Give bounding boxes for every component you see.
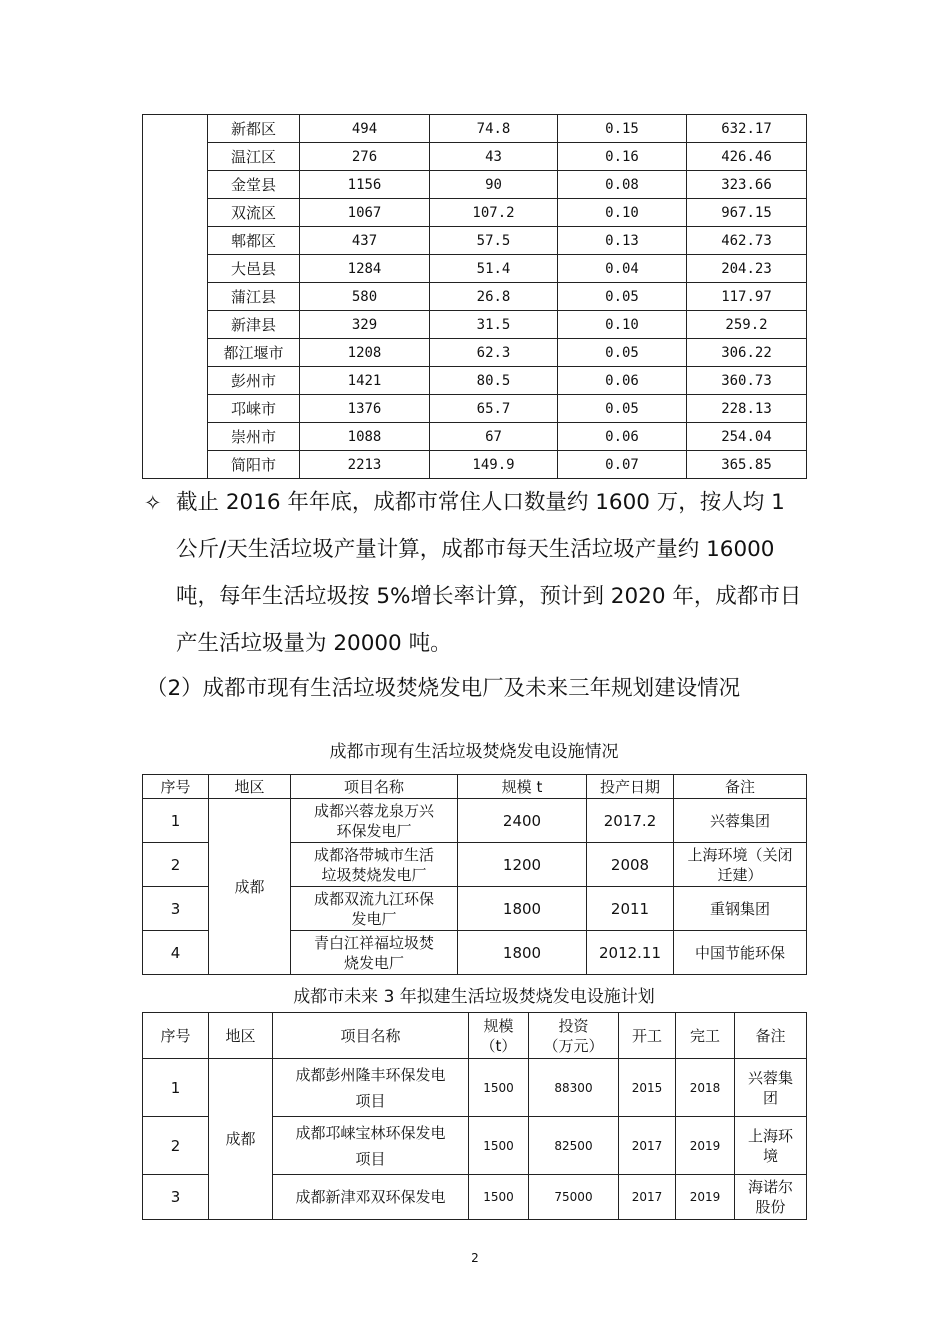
project-name-cell xyxy=(291,843,458,887)
no-cell: 1 xyxy=(143,799,209,843)
note-cell xyxy=(735,1059,807,1117)
header-region: 地区 xyxy=(209,1013,273,1059)
note-cell xyxy=(735,1117,807,1175)
scale-cell: 1500 xyxy=(469,1175,529,1220)
district-cell: 双流区 xyxy=(208,199,300,227)
value-cell: 0.05 xyxy=(558,339,687,367)
existing-facilities-body xyxy=(143,799,807,975)
value-cell: 1208 xyxy=(300,339,430,367)
table-row xyxy=(143,227,807,255)
note-cell xyxy=(735,1175,807,1220)
value-cell: 0.15 xyxy=(558,115,687,143)
investment-cell: 82500 xyxy=(529,1117,619,1175)
page-number: 2 xyxy=(471,1251,479,1265)
header-note: 备注 xyxy=(735,1013,807,1059)
scale-cell: 1800 xyxy=(458,931,587,975)
project-name-cell xyxy=(273,1059,469,1117)
date-cell: 2011 xyxy=(587,887,674,931)
note-cell xyxy=(674,931,807,975)
project-name-line: 发电厂 xyxy=(351,909,397,928)
district-cell: 大邑县 xyxy=(208,255,300,283)
value-cell: 306.22 xyxy=(687,339,807,367)
project-name-line: 环保发电厂 xyxy=(336,821,412,840)
district-cell: 简阳市 xyxy=(208,451,300,479)
value-cell: 31.5 xyxy=(430,311,558,339)
project-name-cell xyxy=(291,931,458,975)
value-cell: 360.73 xyxy=(687,367,807,395)
value-cell: 462.73 xyxy=(687,227,807,255)
header-scale: 规模 t xyxy=(458,775,587,799)
start-year-cell: 2015 xyxy=(619,1059,676,1117)
value-cell: 1421 xyxy=(300,367,430,395)
no-cell: 1 xyxy=(143,1059,209,1117)
project-name-cell xyxy=(291,799,458,843)
district-cell: 郫都区 xyxy=(208,227,300,255)
district-cell: 都江堰市 xyxy=(208,339,300,367)
note-line: 海诺尔 xyxy=(747,1178,793,1196)
planned-facilities-body xyxy=(143,1059,807,1220)
value-cell: 0.05 xyxy=(558,283,687,311)
project-name-line: 项目 xyxy=(355,1149,386,1168)
header-region: 地区 xyxy=(209,775,291,799)
end-year-cell: 2019 xyxy=(676,1175,735,1220)
section-heading: （2）成都市现有生活垃圾焚烧发电厂及未来三年规划建设情况 xyxy=(146,676,741,701)
value-cell: 0.10 xyxy=(558,199,687,227)
value-cell: 0.10 xyxy=(558,311,687,339)
district-cell: 新津县 xyxy=(208,311,300,339)
scale-cell: 2400 xyxy=(458,799,587,843)
value-cell: 74.8 xyxy=(430,115,558,143)
value-cell: 228.13 xyxy=(687,395,807,423)
paragraph-line: 产生活垃圾量为 20000 吨。 xyxy=(176,631,452,656)
value-cell: 107.2 xyxy=(430,199,558,227)
population-paragraph xyxy=(176,479,816,667)
value-cell: 0.04 xyxy=(558,255,687,283)
header-date: 投产日期 xyxy=(587,775,674,799)
investment-cell: 75000 xyxy=(529,1175,619,1220)
project-name-line: 青白江祥福垃圾焚 xyxy=(313,933,434,952)
value-cell: 26.8 xyxy=(430,283,558,311)
value-cell: 62.3 xyxy=(430,339,558,367)
note-line: 团 xyxy=(762,1088,778,1107)
header-investment-unit: （万元） xyxy=(543,1036,604,1055)
header-no: 序号 xyxy=(143,1013,209,1059)
start-year-cell: 2017 xyxy=(619,1175,676,1220)
value-cell: 365.85 xyxy=(687,451,807,479)
header-scale-unit: （t） xyxy=(480,1036,517,1055)
scale-cell: 1500 xyxy=(469,1117,529,1175)
note-line: 迁建） xyxy=(717,865,763,884)
scale-cell: 1200 xyxy=(458,843,587,887)
district-cell: 蒲江县 xyxy=(208,283,300,311)
table-row xyxy=(143,171,807,199)
end-year-cell: 2018 xyxy=(676,1059,735,1117)
note-line: 兴蓉集团 xyxy=(709,811,770,830)
header-scale xyxy=(469,1013,529,1059)
value-cell: 67 xyxy=(430,423,558,451)
no-cell: 3 xyxy=(143,1175,209,1220)
project-name-line: 成都兴蓉龙泉万兴 xyxy=(313,801,434,820)
header-investment-line: 投资 xyxy=(558,1016,589,1035)
value-cell: 276 xyxy=(300,143,430,171)
project-name-cell xyxy=(273,1175,469,1220)
table-row xyxy=(143,339,807,367)
table-row xyxy=(143,255,807,283)
header-no: 序号 xyxy=(143,775,209,799)
date-cell: 2008 xyxy=(587,843,674,887)
paragraph-line: 公斤/天生活垃圾产量计算，成都市每天生活垃圾产量约 16000 xyxy=(176,537,775,562)
start-year-cell: 2017 xyxy=(619,1117,676,1175)
project-name-line: 成都洛带城市生活 xyxy=(313,845,434,864)
no-cell: 2 xyxy=(143,1117,209,1175)
table-row xyxy=(143,115,807,143)
value-cell: 0.16 xyxy=(558,143,687,171)
scale-cell: 1500 xyxy=(469,1059,529,1117)
table-caption-existing: 成都市现有生活垃圾焚烧发电设施情况 xyxy=(329,742,619,762)
value-cell: 1067 xyxy=(300,199,430,227)
table-row xyxy=(143,367,807,395)
value-cell: 1156 xyxy=(300,171,430,199)
district-cell: 彭州市 xyxy=(208,367,300,395)
table-row xyxy=(143,799,807,843)
district-cell: 新都区 xyxy=(208,115,300,143)
header-start: 开工 xyxy=(619,1013,676,1059)
header-note: 备注 xyxy=(674,775,807,799)
region-cell: 成都 xyxy=(209,1059,273,1220)
table-row xyxy=(143,311,807,339)
value-cell: 43 xyxy=(430,143,558,171)
date-cell: 2012.11 xyxy=(587,931,674,975)
table-row xyxy=(143,451,807,479)
table-header-row xyxy=(143,775,807,799)
project-name-line: 垃圾焚烧发电厂 xyxy=(321,865,427,884)
district-cell: 崇州市 xyxy=(208,423,300,451)
value-cell: 323.66 xyxy=(687,171,807,199)
no-cell: 3 xyxy=(143,887,209,931)
value-cell: 0.07 xyxy=(558,451,687,479)
merged-city-cell xyxy=(143,115,208,479)
district-cell: 温江区 xyxy=(208,143,300,171)
header-scale-line: 规模 xyxy=(483,1016,514,1035)
district-cell: 邛崃市 xyxy=(208,395,300,423)
existing-facilities-table xyxy=(142,774,807,975)
value-cell: 254.04 xyxy=(687,423,807,451)
note-line: 股份 xyxy=(755,1198,786,1216)
table-header-row xyxy=(143,1013,807,1059)
value-cell: 967.15 xyxy=(687,199,807,227)
value-cell: 117.97 xyxy=(687,283,807,311)
project-name-line: 成都新津邓双环保发电 xyxy=(295,1188,446,1206)
value-cell: 0.05 xyxy=(558,395,687,423)
value-cell: 0.13 xyxy=(558,227,687,255)
table-row xyxy=(143,1059,807,1117)
note-line: 兴蓉集 xyxy=(747,1068,793,1087)
value-cell: 90 xyxy=(430,171,558,199)
value-cell: 204.23 xyxy=(687,255,807,283)
project-name-line: 项目 xyxy=(355,1091,386,1110)
header-project-name: 项目名称 xyxy=(273,1013,469,1059)
value-cell: 0.08 xyxy=(558,171,687,199)
population-waste-table-body xyxy=(143,115,807,479)
note-line: 中国节能环保 xyxy=(694,943,785,962)
value-cell: 0.06 xyxy=(558,423,687,451)
value-cell: 1376 xyxy=(300,395,430,423)
table-row xyxy=(143,283,807,311)
value-cell: 580 xyxy=(300,283,430,311)
paragraph-line: 截止 2016 年年底，成都市常住人口数量约 1600 万，按人均 1 xyxy=(176,490,785,515)
project-name-cell xyxy=(291,887,458,931)
note-cell xyxy=(674,843,807,887)
value-cell: 632.17 xyxy=(687,115,807,143)
value-cell: 51.4 xyxy=(430,255,558,283)
no-cell: 2 xyxy=(143,843,209,887)
project-name-line: 成都双流九江环保 xyxy=(313,889,434,908)
value-cell: 80.5 xyxy=(430,367,558,395)
value-cell: 57.5 xyxy=(430,227,558,255)
value-cell: 2213 xyxy=(300,451,430,479)
paragraph-line: 吨，每年生活垃圾按 5%增长率计算，预计到 2020 年，成都市日 xyxy=(176,584,802,609)
header-investment xyxy=(529,1013,619,1059)
bullet-icon: ✧ xyxy=(144,491,162,515)
header-project-name: 项目名称 xyxy=(291,775,458,799)
project-name-line: 成都邛崃宝林环保发电 xyxy=(295,1123,446,1142)
value-cell: 259.2 xyxy=(687,311,807,339)
table-row xyxy=(143,423,807,451)
region-cell: 成都 xyxy=(209,799,291,975)
note-line: 上海环 xyxy=(747,1126,793,1145)
table-row xyxy=(143,199,807,227)
date-cell: 2017.2 xyxy=(587,799,674,843)
value-cell: 494 xyxy=(300,115,430,143)
table-row xyxy=(143,143,807,171)
no-cell: 4 xyxy=(143,931,209,975)
note-line: 上海环境（关闭 xyxy=(687,845,793,864)
value-cell: 65.7 xyxy=(430,395,558,423)
note-line: 重钢集团 xyxy=(709,899,770,918)
value-cell: 426.46 xyxy=(687,143,807,171)
note-cell xyxy=(674,799,807,843)
value-cell: 149.9 xyxy=(430,451,558,479)
value-cell: 1088 xyxy=(300,423,430,451)
table-caption-planned: 成都市未来 3 年拟建生活垃圾焚烧发电设施计划 xyxy=(293,987,655,1007)
project-name-line: 烧发电厂 xyxy=(343,953,404,972)
value-cell: 329 xyxy=(300,311,430,339)
project-name-line: 成都彭州隆丰环保发电 xyxy=(295,1065,446,1084)
investment-cell: 88300 xyxy=(529,1059,619,1117)
value-cell: 0.06 xyxy=(558,367,687,395)
scale-cell: 1800 xyxy=(458,887,587,931)
value-cell: 1284 xyxy=(300,255,430,283)
district-cell: 金堂县 xyxy=(208,171,300,199)
note-cell xyxy=(674,887,807,931)
header-end: 完工 xyxy=(676,1013,735,1059)
planned-facilities-table xyxy=(142,1012,807,1220)
value-cell: 437 xyxy=(300,227,430,255)
note-line: 境 xyxy=(762,1146,778,1165)
population-waste-table xyxy=(142,114,807,479)
table-row xyxy=(143,395,807,423)
end-year-cell: 2019 xyxy=(676,1117,735,1175)
project-name-cell xyxy=(273,1117,469,1175)
